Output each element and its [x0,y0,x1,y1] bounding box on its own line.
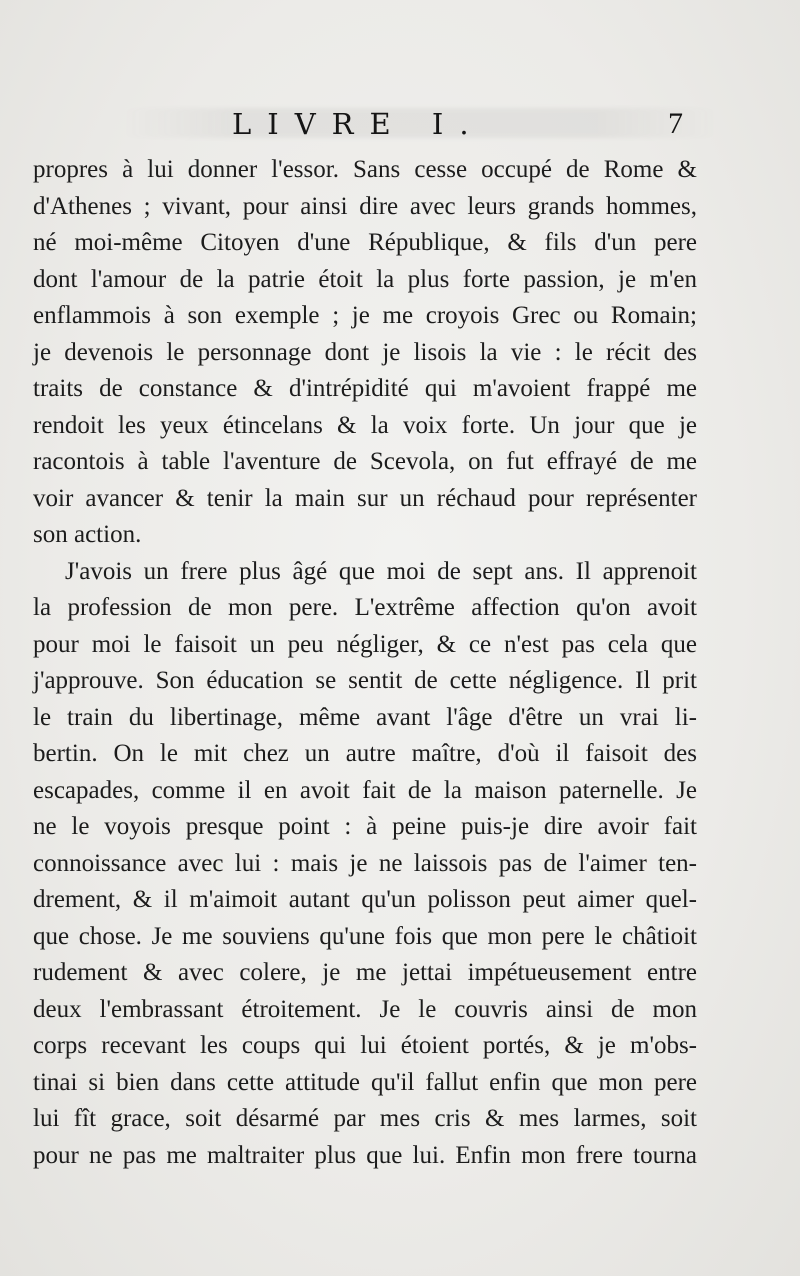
running-title: LIVRE I. [232,107,485,141]
text-line: enflammois à son exemple ; je me croyois Grec ou Romain; [33,302,697,329]
text-line: d'Athenes ; vivant, pour ainsi dire avec leurs grands hommes, [33,192,697,220]
text-line: deux l'embrassant étroitement. Je le couvris ainsi de mon [33,995,697,1023]
text-line: pour moi le faisoit un peu négliger, & ce n'est pas cela que [33,630,697,658]
text-line: le train du libertinage, même avant l'âge d'être un vrai li- [33,703,697,731]
text-line: racontois à table l'aventure de Scevola, on fut effrayé de me [33,448,697,475]
text-line: né moi-même Citoyen d'une République, & fils d'un pere [33,229,697,256]
text-line: lui fît grace, soit désarmé par mes cris & mes larmes, soit [33,1105,697,1132]
body-text [33,152,697,1174]
text-line: ne le voyois presque point : à peine puis-je dire avoir fait [33,813,697,840]
text-line: voir avancer & tenir la main sur un réchaud pour représenter [33,484,697,512]
text-line: J'avois un frere plus âgé que moi de sept ans. Il apprenoit [65,557,697,585]
text-line: pour ne pas me maltraiter plus que lui. Enfin mon frere tourna [33,1141,697,1169]
text-line: bertin. On le mit chez un autre maître, d'où il faisoit des [33,740,697,767]
page-number: 7 [668,107,683,140]
page-header [0,104,800,148]
text-line: corps recevant les coups qui lui étoient portés, & je m'obs- [33,1032,697,1059]
text-line: tinai si bien dans cette attitude qu'il fallut enfin que mon pere [33,1068,697,1096]
text-line: je devenois le personnage dont je lisois la vie : le récit des [33,338,697,366]
text-line: la profession de mon pere. L'extrême affection qu'on avoit [33,594,697,621]
text-line: escapades, comme il en avoit fait de la maison paternelle. Je [33,776,697,804]
text-line: rendoit les yeux étincelans & la voix forte. Un jour que je [33,411,697,439]
text-line: j'approuve. Son éducation se sentit de cette négligence. Il prit [33,667,697,694]
text-line: drement, & il m'aimoit autant qu'un polisson peut aimer quel- [33,886,697,913]
text-line: que chose. Je me souviens qu'une fois que mon pere le châtioit [33,922,697,950]
text-line: traits de constance & d'intrépidité qui m'avoient frappé me [33,375,697,402]
text-line: dont l'amour de la patrie étoit la plus forte passion, je m'en [33,265,697,293]
text-line: connoissance avec lui : mais je ne laissois pas de l'aimer ten- [33,849,697,877]
text-line: son action. [33,521,142,548]
text-line: propres à lui donner l'essor. Sans cesse occupé de Rome & [33,156,697,183]
text-line: rudement & avec colere, je me jettai impétueusement entre [33,959,697,986]
